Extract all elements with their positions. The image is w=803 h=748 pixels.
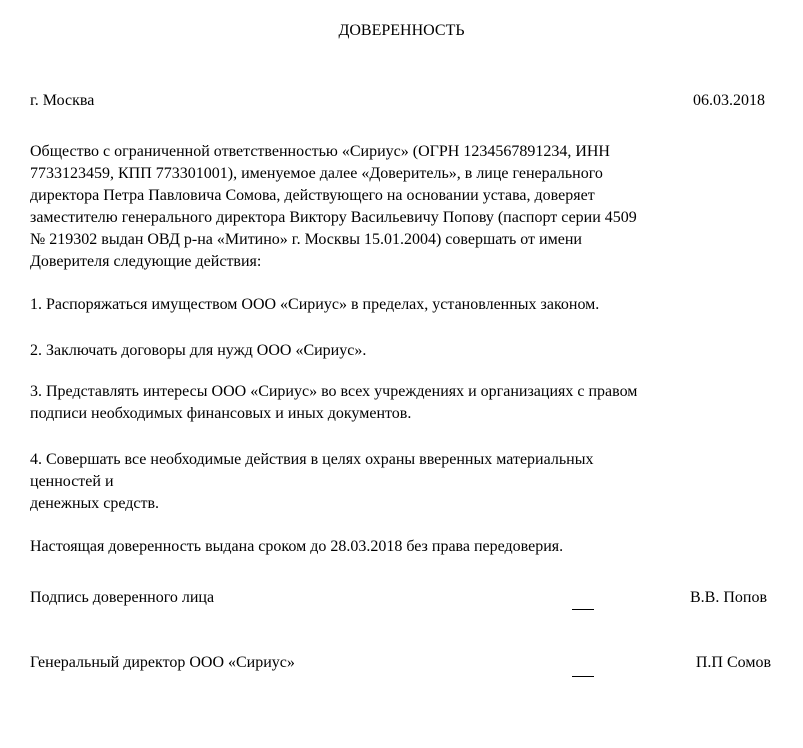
intro-line: заместителю генерального директора Виктору Васильевичу Попову (паспорт серии 4509 [30, 209, 637, 226]
item-4-line: ценностей и [30, 473, 114, 490]
trustee-signature-label: Подпись доверенного лица [30, 589, 215, 606]
validity-statement: Настоящая доверенность выдана сроком до 28.03.2018 без права передоверия. [30, 538, 564, 555]
intro-paragraph [30, 141, 770, 273]
director-signature-label: Генеральный директор ООО «Сириус» [30, 654, 295, 671]
item-4-line: денежных средств. [30, 495, 160, 512]
document-title: ДОВЕРЕННОСТЬ [338, 22, 465, 39]
intro-line: Общество с ограниченной ответственностью «Сириус» (ОГРН 1234567891234, ИНН [30, 143, 610, 160]
item-1: 1. Распоряжаться имуществом ООО «Сириус» в пределах, установленных законом. [30, 296, 600, 313]
intro-line: Доверителя следующие действия: [30, 253, 262, 270]
document-date: 06.03.2018 [693, 92, 765, 109]
director-signature-line [572, 676, 594, 677]
trustee-name: В.В. Попов [689, 589, 767, 606]
director-name: П.П Сомов [695, 654, 771, 671]
item-3-line: подписи необходимых финансовых и иных документов. [30, 405, 412, 422]
trustee-signature-line [572, 609, 594, 610]
item-4-line: 4. Совершать все необходимые действия в целях охраны вверенных материальных [30, 451, 594, 468]
item-4 [30, 449, 770, 515]
intro-line: № 219302 выдан ОВД р-на «Митино» г. Москвы 15.01.2004) совершать от имени [30, 231, 582, 248]
item-3 [30, 381, 770, 425]
intro-line: 7733123459, КПП 773301001), именуемое далее «Доверитель», в лице генерального [30, 165, 603, 182]
intro-line: директора Петра Павловича Сомова, действующего на основании устава, доверяет [30, 187, 595, 204]
item-3-line: 3. Представлять интересы ООО «Сириус» во всех учреждениях и организациях с правом [30, 383, 638, 400]
item-2: 2. Заключать договоры для нужд ООО «Сириус». [30, 342, 367, 359]
city: г. Москва [30, 92, 95, 109]
